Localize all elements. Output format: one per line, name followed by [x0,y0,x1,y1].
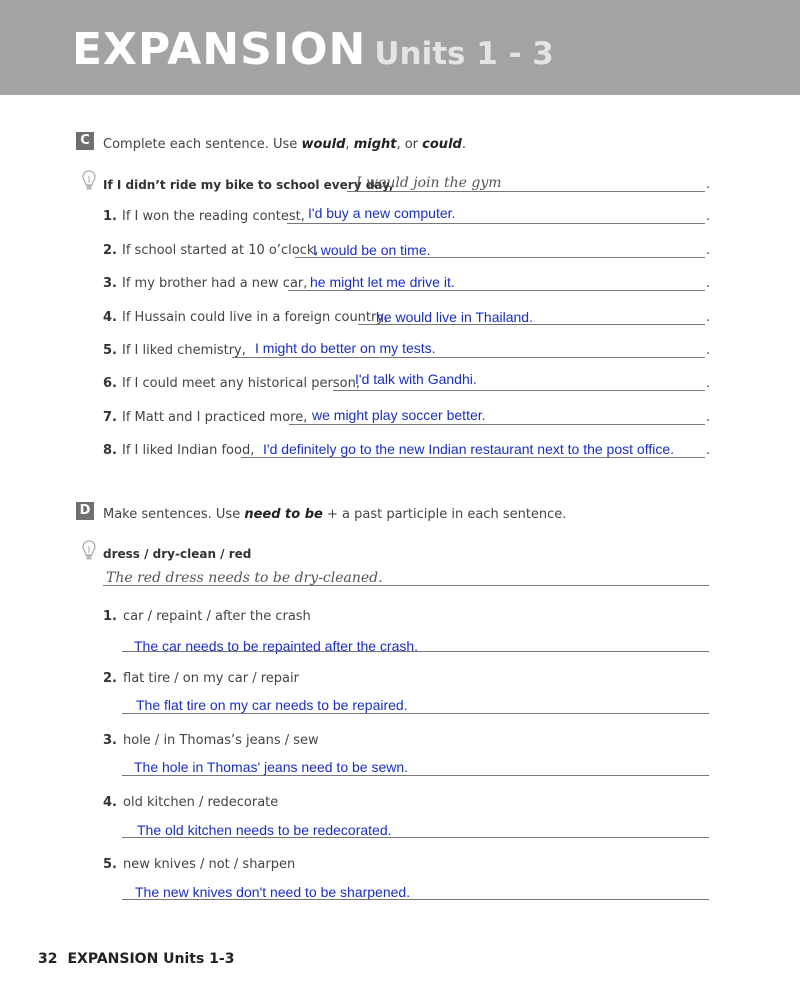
page-number: 32 [38,951,58,967]
item-number: 4. [103,795,117,810]
item-prompt: car / repaint / after the crash [123,609,311,624]
item-number: 5. [103,857,117,872]
answer-line [122,651,709,652]
page-footer [38,951,234,967]
item-prompt: If Matt and I practiced more, [122,410,308,425]
answer-line [232,357,705,358]
example-c-answer-line [347,191,705,192]
item-answer: The flat tire on my car needs to be repaired. [136,697,408,713]
item-number: 2. [103,671,117,686]
item-prompt: hole / in Thomas’s jeans / sew [123,733,319,748]
item-prompt: If I could meet any historical person, [122,376,360,391]
item-answer: The car needs to be repainted after the crash. [134,638,419,654]
item-prompt: If I liked chemistry, [122,343,246,358]
footer-label: EXPANSION Units 1-3 [67,951,235,967]
page-title [72,22,554,82]
section-d-instruction: Make sentences. Use need to be + a past participle in each sentence. [103,507,567,522]
answer-line [241,457,705,458]
lightbulb-icon [82,540,96,562]
item-prompt: If my brother had a new car, [122,276,308,291]
example-c-prompt: If I didn’t ride my bike to school every day, [103,178,394,192]
example-d-answer: The red dress needs to be dry-cleaned. [106,570,383,586]
answer-line [122,713,709,714]
item-prompt: old kitchen / redecorate [123,795,279,810]
item-number: 6. [103,376,117,391]
item-number: 2. [103,243,117,258]
answer-line [288,290,705,291]
section-c-instruction: Complete each sentence. Use would, might, or could. [103,137,466,152]
item-prompt: new knives / not / sharpen [123,857,296,872]
section-c-badge: C [76,132,94,150]
answer-line [287,223,705,224]
item-answer: I'd talk with Gandhi. [355,371,477,387]
item-number: 3. [103,733,117,748]
item-answer: I'd definitely go to the new Indian restaurant next to the post office. [263,441,675,457]
item-number: 5. [103,343,117,358]
page-header [0,0,800,95]
item-answer: The hole in Thomas' jeans need to be sewn. [134,759,409,775]
item-number: 3. [103,276,117,291]
answer-line [122,775,709,776]
item-prompt: If I won the reading contest, [122,209,305,224]
item-number: 7. [103,410,117,425]
item-answer: we might play soccer better. [312,407,486,423]
lightbulb-icon [82,170,96,192]
item-answer: The old kitchen needs to be redecorated. [137,822,392,838]
title-units: Units 1 - 3 [374,36,554,72]
item-answer: The new knives don't need to be sharpened. [135,884,411,900]
answer-line [122,837,709,838]
item-prompt: If Hussain could live in a foreign country, [122,310,389,325]
item-number: 1. [103,209,117,224]
item-prompt: If I liked Indian food, [122,443,255,458]
answer-line [333,390,705,391]
item-number: 4. [103,310,117,325]
item-answer: I might do better on my tests. [255,340,436,356]
answer-line [289,424,705,425]
item-answer: he would live in Thailand. [376,309,533,325]
answer-line [122,899,709,900]
item-answer: I'd buy a new computer. [308,205,456,221]
title-main: EXPANSION [72,24,367,75]
item-number: 1. [103,609,117,624]
example-c-answer: I would join the gym [356,175,502,191]
item-prompt: flat tire / on my car / repair [123,671,299,686]
section-d-badge: D [76,502,94,520]
item-answer: I would be on time. [313,242,431,258]
example-d-answer-line [103,585,709,586]
item-prompt: If school started at 10 o’clock, [122,243,319,258]
item-number: 8. [103,443,117,458]
item-answer: he might let me drive it. [310,274,455,290]
example-d-prompt: dress / dry-clean / red [103,547,252,561]
